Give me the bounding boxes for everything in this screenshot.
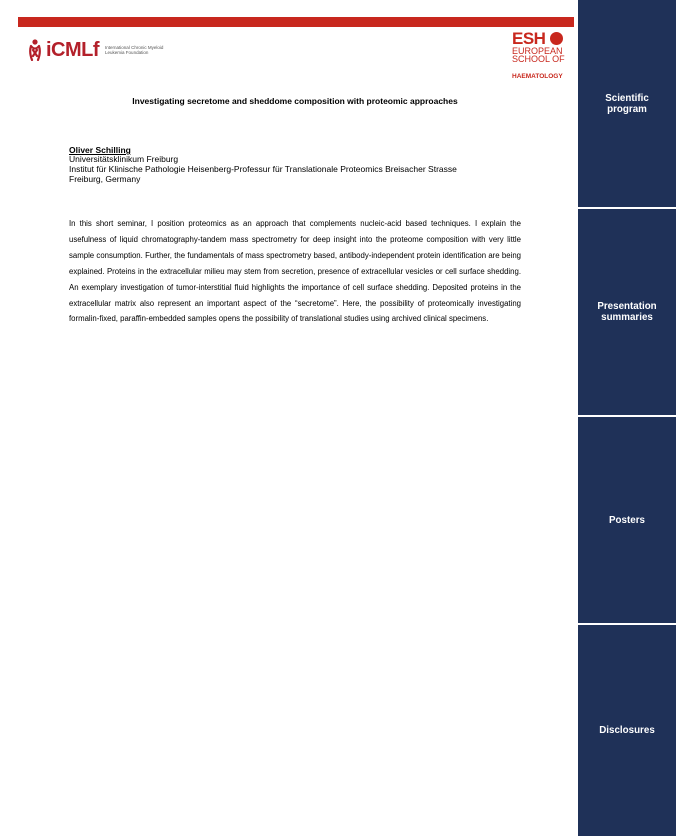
sidebar-item-label: Posters	[609, 514, 645, 526]
document-title: Investigating secretome and sheddome composition with proteomic approaches	[132, 96, 458, 106]
affiliation-line-1: Universitätsklinikum Freiburg	[69, 154, 179, 164]
esh-logo	[512, 29, 568, 81]
abstract-text: In this short seminar, I position proteomics as an approach that complements nucleic-acid based techniques. I explain the usefulness of liquid chromatography-tandem mass spectrometry for deep insight into the proteome composition with very little sample consumption. Further, the fundamentals of mass spectrometry based, antibody-independent protein identification are being explained. Proteins in the extracellular milieu may stem from secretion, presence of extracellular vesicles or cell surface shedding. An exemplary investigation of tumor-interstitial fluid highlights the importance of cell surface shedding. Deposited proteins in the extracellular matrix also represent an important aspect of the “secretome”. Here, the possibility of proteomically investigating formalin-fixed, paraffin-embedded samples opens the possibility of translational studies using archived clinical specimens.	[69, 219, 521, 324]
sidebar-nav	[578, 0, 676, 836]
author-name: Oliver Schilling	[69, 145, 131, 155]
ribbon-person-icon	[28, 39, 42, 61]
sidebar-item-presentation-summaries[interactable]	[578, 209, 676, 415]
icmlf-logo	[28, 35, 165, 65]
sidebar-item-label: Presentation summaries	[597, 301, 657, 323]
sidebar-item-posters[interactable]	[578, 417, 676, 623]
sidebar-item-scientific-program[interactable]	[578, 0, 676, 207]
icmlf-wordmark: iCMLf	[46, 38, 100, 61]
affiliation-line-3: Freiburg, Germany	[69, 174, 141, 184]
sidebar-item-label: Disclosures	[599, 725, 655, 736]
sidebar-item-disclosures[interactable]	[578, 625, 676, 836]
header-red-bar	[18, 17, 574, 27]
esh-line-haematology: HAEMATOLOGY	[512, 73, 563, 80]
esh-line-school: SCHOOL OF	[512, 54, 565, 64]
esh-dot-icon	[550, 32, 563, 45]
icmlf-subtitle: International Chronic Myeloid Leukemia Foundation	[105, 45, 164, 55]
esh-wordmark: ESH	[512, 29, 546, 48]
affiliation-line-2: Institut für Klinische Pathologie Heisenberg-Professur für Translationale Proteomics Breisacher Strasse	[69, 164, 457, 174]
sidebar-item-label: Scientific program	[605, 92, 649, 115]
esh-line-european: EUROPEAN	[512, 46, 563, 56]
